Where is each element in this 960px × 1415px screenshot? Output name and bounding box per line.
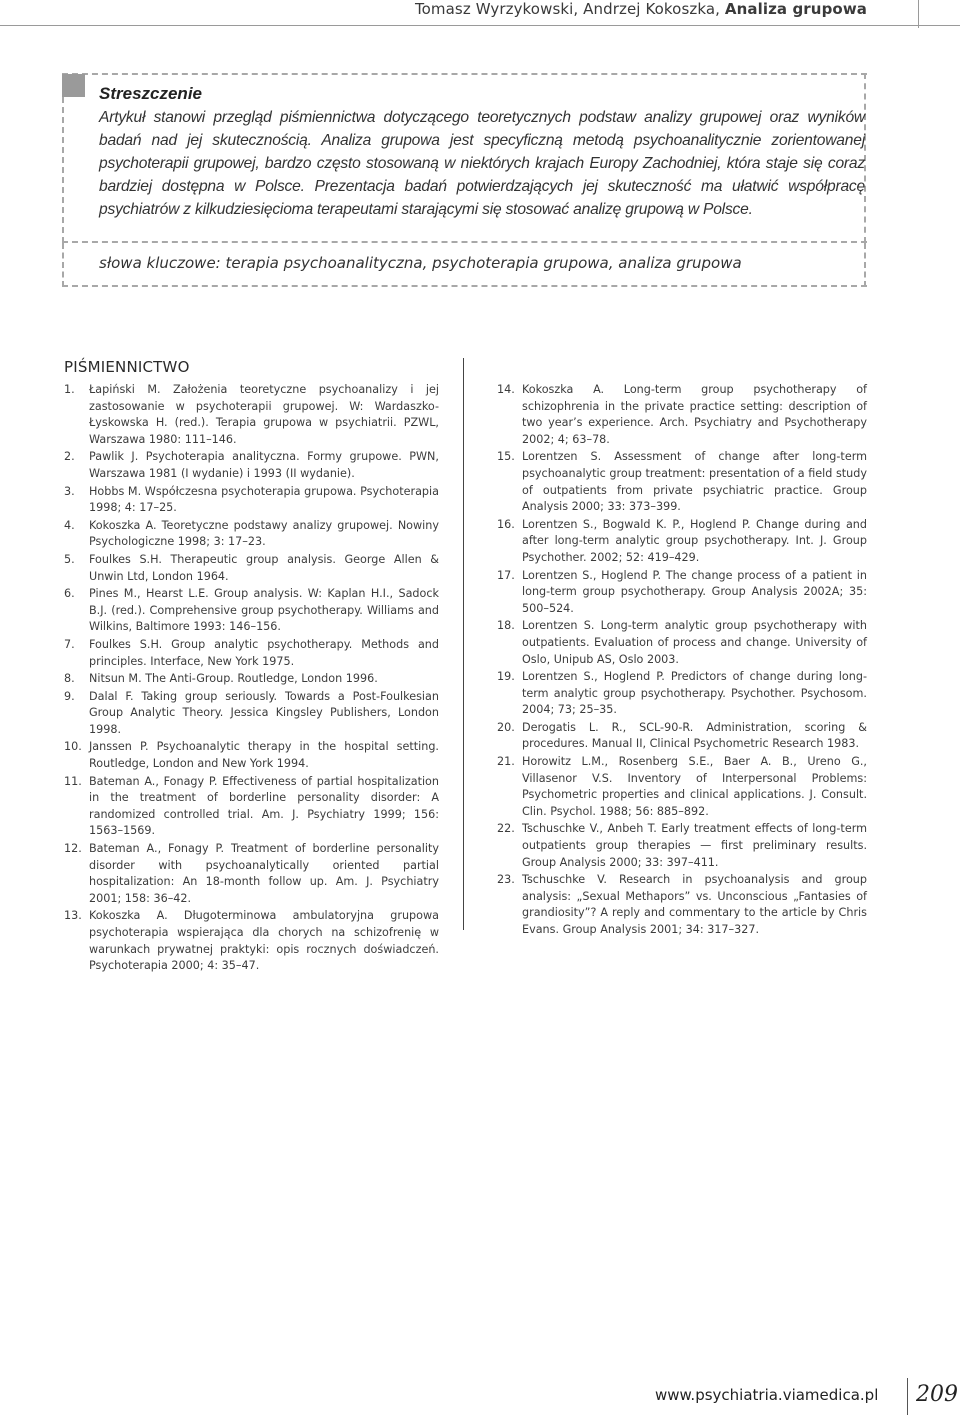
section-marker-square <box>62 74 85 97</box>
reference-item <box>64 382 439 448</box>
footer-tick <box>907 1378 908 1415</box>
reference-number: 19. <box>497 670 515 684</box>
running-head-title: Analiza grupowa <box>724 0 867 18</box>
reference-text: Kokoszka A. Teoretyczne podstawy analizy grupowej. Nowiny Psychologiczne 1998; 3: 17–23. <box>89 518 439 549</box>
reference-text: Tschuschke V. Research in psychoanalysis and group analysis: „Sexual Methapors” vs. Unconscious „Fantasies of grandiosity”? A reply and commentary to the article by Chris Evans. Group Analysis 2001; 34: 317–327. <box>522 873 867 936</box>
column-divider <box>463 358 464 930</box>
reference-number: 17. <box>497 568 515 582</box>
header-tick <box>918 0 919 28</box>
reference-number: 12. <box>64 842 82 856</box>
reference-text: Tschuschke V., Anbeh T. Early treatment effects of long-term outpatients group therapies — first preliminary results. Group Analysis 2000; 33: 397–411. <box>522 822 867 869</box>
reference-text: Lorentzen S., Bogwald K. P., Hoglend P. Change during and after long-term analytic group psychotherapy. Int. J. Group Psychother. 2002; 52: 419–429. <box>522 517 867 564</box>
reference-text: Łapiński M. Założenia teoretyczne psychoanalizy i jej zastosowanie w psychoterapii grupowej. W: Wardaszko-Łyskowska H. (red.). Terapia grupowa w psychiatrii. PZWL, Warszawa 1980: 111–146. <box>89 383 439 446</box>
reference-number: 16. <box>497 517 515 531</box>
reference-text: Bateman A., Fonagy P. Treatment of borderline personality disorder with psychoanalytically oriented partial hospitalization: An 18-month follow up. Am. J. Psychiatry 2001; 158: 36–42. <box>89 842 439 905</box>
reference-number: 3. <box>64 484 75 498</box>
reference-number: 6. <box>64 587 75 601</box>
reference-text: Kokoszka A. Długoterminowa ambulatoryjna grupowa psychoterapia wspierająca dla chorych na schizofrenię w warunkach prywatnej praktyki: opis rocznych doświadczeń. Psychoterapia 2000; 4: 35–47. <box>89 909 439 973</box>
reference-item <box>64 518 439 551</box>
reference-item <box>497 754 867 820</box>
reference-number: 10. <box>64 740 82 754</box>
reference-text: Pines M., Hearst L.E. Group analysis. W: Kaplan H.I., Sadock B.J. (red.). Comprehensive group psychotherapy. Williams and Wilkins, Baltimore 1993: 146–156. <box>89 587 439 634</box>
keywords: słowa kluczowe: terapia psychoanalityczna, psychoterapia grupowa, analiza grupowa <box>99 254 742 272</box>
reference-item <box>64 774 439 840</box>
running-head-authors: Tomasz Wyrzykowski, Andrzej Kokoszka, <box>414 0 721 18</box>
abstract-title: Streszczenie <box>99 84 202 103</box>
reference-text: Foulkes S.H. Therapeutic group analysis. George Allen & Unwin Ltd, London 1964. <box>89 552 439 583</box>
reference-number: 11. <box>64 774 82 788</box>
running-head <box>0 0 867 20</box>
reference-item <box>497 669 867 719</box>
keywords-right-border <box>864 243 866 287</box>
reference-text: Foulkes S.H. Group analytic psychotherapy. Methods and principles. Interface, New York 1975. <box>89 637 439 668</box>
reference-number: 4. <box>64 518 75 532</box>
reference-text: Kokoszka A. Long-term group psychotherapy of schizophrenia in the private practice setting: description of two year’s experience. Arch. Psychiatry and Psychotherapy 2002; 4; 63–78. <box>522 383 867 446</box>
reference-item <box>497 449 867 515</box>
abstract-left-border <box>62 97 64 243</box>
reference-item <box>64 739 439 772</box>
reference-text: Lorentzen S., Hoglend P. The change process of a patient in long-term group psychotherapy. Group Analysis 2002A; 35: 500–524. <box>522 568 867 615</box>
reference-number: 1. <box>64 383 75 396</box>
journal-url[interactable]: www.psychiatria.viamedica.pl <box>655 1386 879 1404</box>
abstract-top-border <box>62 73 867 75</box>
reference-number: 2. <box>64 450 75 464</box>
reference-item <box>64 671 439 688</box>
abstract-body: Artykuł stanowi przegląd piśmiennictwa dotyczącego teoretycznych podstaw analizy grupowej oraz wyników badań nad jej skutecznością. Analiza grupowa jest specyficzną metodą psychoanalitycznie zorientowanej psychoterapii grupowej, bardzo często stosowaną w niektórych krajach Europy Zachodniej, która staje się coraz bardziej dostępna w Polsce. Prezentacja badań potwierdzających jej skuteczność ma ułatwić współpracę psychiatrów z kilkudziesięcioma terapeutami starającymi się stosować analizę grupową w Polsce. <box>99 109 865 218</box>
reference-item <box>64 689 439 739</box>
reference-text: Nitsun M. The Anti-Group. Routledge, London 1996. <box>89 672 378 686</box>
reference-item <box>64 586 439 636</box>
reference-text: Lorentzen S. Long-term analytic group psychotherapy with outpatients. Evaluation of process and change. University of Oslo, Unipub AS, Oslo 2003. <box>522 619 867 666</box>
reference-number: 7. <box>64 637 75 651</box>
reference-item <box>497 821 867 871</box>
reference-number: 22. <box>497 822 515 836</box>
reference-number: 21. <box>497 755 515 769</box>
keywords-bottom-border <box>62 285 867 287</box>
reference-item <box>64 841 439 907</box>
references-left-column <box>64 382 439 976</box>
reference-number: 15. <box>497 450 515 464</box>
reference-number: 23. <box>497 873 515 887</box>
reference-item <box>497 618 867 668</box>
reference-item <box>497 517 867 567</box>
reference-item <box>64 908 439 974</box>
reference-text: Dalal F. Taking group seriously. Towards a Post-Foulkesian Group Analytic Theory. Jessica Kingsley Publishers, London 1998. <box>89 689 439 736</box>
reference-text: Lorentzen S., Hoglend P. Predictors of change during long-term analytic group psychotherapy. Psychother. Psychosom. 2004; 73; 25–35. <box>522 670 867 717</box>
reference-text: Derogatis L. R., SCL-90-R. Administration, scoring & procedures. Manual II, Clinical Psychometric Research 1983. <box>522 720 867 751</box>
reference-number: 5. <box>64 552 75 566</box>
page-number: 209 <box>916 1382 958 1407</box>
reference-text: Bateman A., Fonagy P. Effectiveness of partial hospitalization in the treatment of borderline personality disorder: A randomized controlled trial. Am. J. Psychiatry 1999; 156: 1563–1569. <box>89 774 439 838</box>
reference-number: 13. <box>64 909 82 923</box>
reference-text: Horowitz L.M., Rosenberg S.E., Baer A. B., Ureno G., Villasenor V.S. Inventory of Interpersonal Problems: Psychometric properties and clinical applications. J. Consult. Clin. Psychol. 1988; 56: 885–892. <box>522 755 867 818</box>
keywords-left-border <box>62 243 64 287</box>
reference-item <box>64 637 439 670</box>
reference-item <box>64 552 439 585</box>
references-right-column <box>497 382 867 940</box>
reference-number: 8. <box>64 672 75 686</box>
reference-number: 18. <box>497 619 515 633</box>
references-title: PIŚMIENNICTWO <box>64 358 190 376</box>
reference-number: 20. <box>497 720 515 734</box>
reference-text: Lorentzen S. Assessment of change after long-term psychoanalytic group treatment: presentation of a field study of outpatients from private psychiatric practice. Group Analysis 2000; 33: 373–399. <box>522 450 867 514</box>
reference-text: Pawlik J. Psychoterapia analityczna. Formy grupowe. PWN, Warszawa 1981 (I wydanie) i 1993 (II wydanie). <box>89 450 439 480</box>
reference-item <box>64 449 439 482</box>
reference-item <box>64 484 439 517</box>
header-rule <box>0 25 960 26</box>
abstract-bottom-border <box>62 241 867 243</box>
reference-item <box>497 720 867 753</box>
reference-text: Janssen P. Psychoanalytic therapy in the hospital setting. Routledge, London and New York 1994. <box>89 740 439 771</box>
reference-item <box>497 382 867 448</box>
reference-number: 14. <box>497 383 515 396</box>
reference-item <box>497 568 867 618</box>
reference-number: 9. <box>64 689 75 703</box>
reference-item <box>497 872 867 938</box>
reference-text: Hobbs M. Współczesna psychoterapia grupowa. Psychoterapia 1998; 4: 17–25. <box>89 484 439 515</box>
